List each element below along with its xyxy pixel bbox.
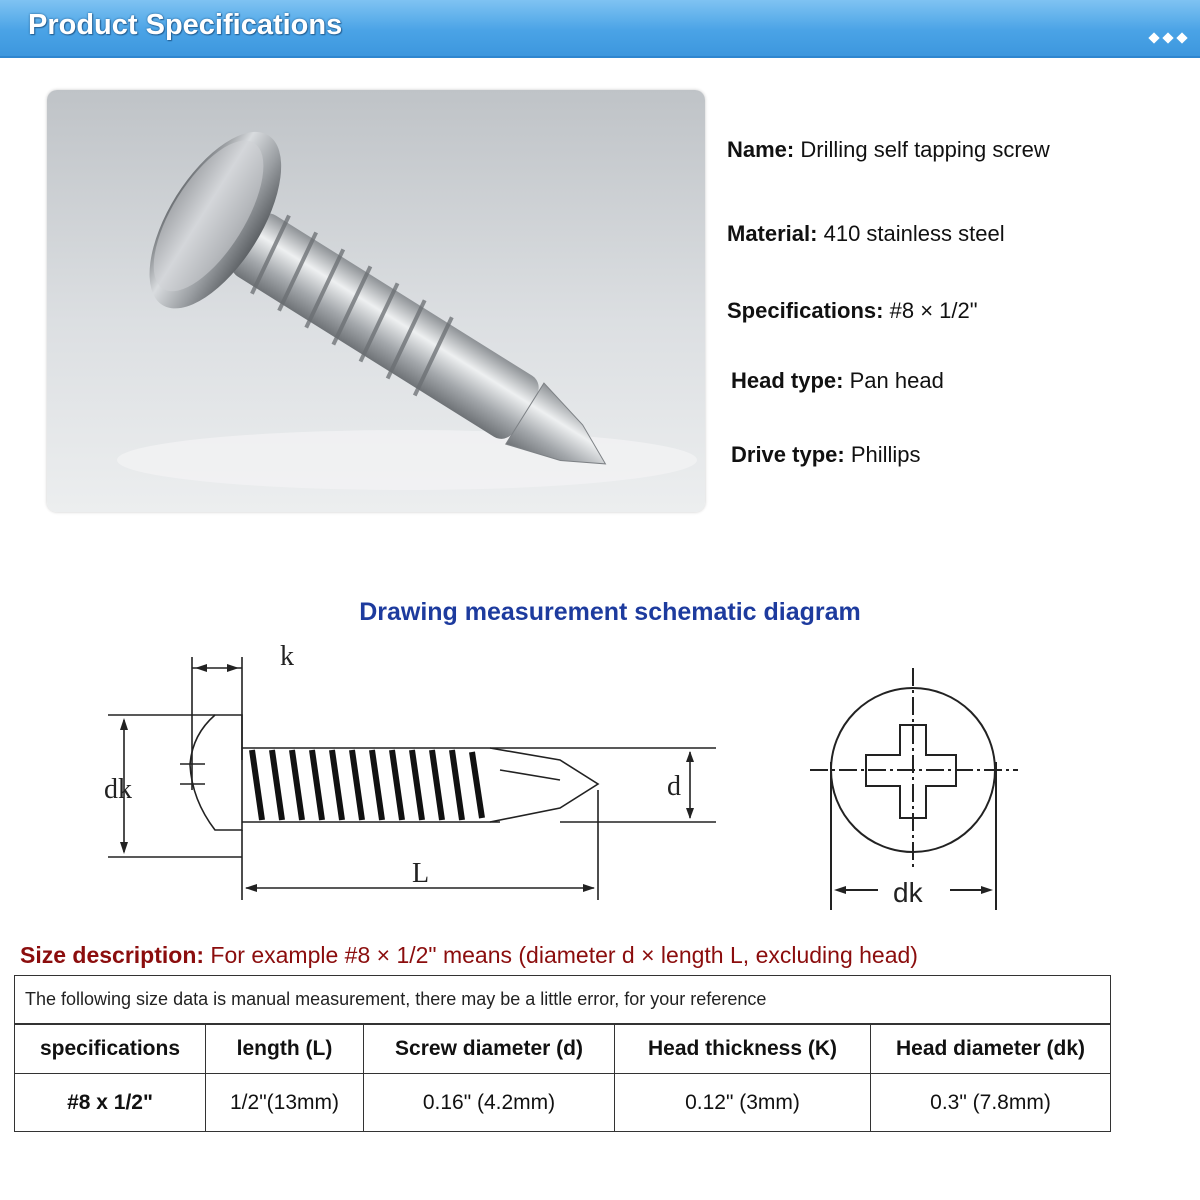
header-head-thickness: Head thickness (K) bbox=[615, 1024, 871, 1074]
cell-screw-diameter: 0.16" (4.2mm) bbox=[364, 1074, 615, 1132]
spec-material bbox=[727, 221, 1005, 247]
size-description bbox=[20, 942, 918, 969]
cell-head-thickness: 0.12" (3mm) bbox=[615, 1074, 871, 1132]
label-k: k bbox=[280, 641, 294, 672]
spec-label: Name: bbox=[727, 137, 795, 162]
header-screw-diameter: Screw diameter (d) bbox=[364, 1024, 615, 1074]
header-head-diameter: Head diameter (dk) bbox=[871, 1024, 1111, 1074]
label-dk-front: dk bbox=[893, 877, 923, 908]
spec-head-type bbox=[731, 368, 944, 394]
spec-value: Phillips bbox=[850, 442, 921, 467]
spec-value: #8 × 1/2" bbox=[889, 298, 978, 323]
header-bar bbox=[0, 0, 1200, 58]
spec-value: Drilling self tapping screw bbox=[800, 137, 1050, 162]
cell-length: 1/2"(13mm) bbox=[206, 1074, 364, 1132]
spec-label: Material: bbox=[727, 221, 818, 246]
label-dk: dk bbox=[104, 774, 132, 805]
product-photo bbox=[47, 90, 705, 512]
spec-label: Drive type: bbox=[731, 442, 845, 467]
header-diamonds bbox=[1150, 34, 1186, 42]
spec-value: 410 stainless steel bbox=[823, 221, 1005, 246]
header-specifications: specifications bbox=[15, 1024, 206, 1074]
spec-specifications bbox=[727, 298, 978, 324]
diagram-title: Drawing measurement schematic diagram bbox=[359, 598, 861, 626]
spec-name bbox=[727, 137, 1050, 163]
cell-specification: #8 x 1/2" bbox=[15, 1074, 206, 1132]
spec-label: Head type: bbox=[731, 368, 844, 393]
table-note: The following size data is manual measurement, there may be a little error, for your reference bbox=[15, 976, 1111, 1025]
table-row bbox=[15, 1074, 1111, 1132]
size-description-label: Size description: bbox=[20, 942, 205, 968]
header-length: length (L) bbox=[206, 1024, 364, 1074]
cell-head-diameter: 0.3" (7.8mm) bbox=[871, 1074, 1111, 1132]
size-table bbox=[14, 975, 1111, 1132]
spec-label: Specifications: bbox=[727, 298, 884, 323]
label-d: d bbox=[667, 771, 681, 802]
size-description-text: For example #8 × 1/2" means (diameter d × length L, excluding head) bbox=[204, 942, 918, 968]
screw-schematic-diagram bbox=[0, 640, 1200, 930]
spec-drive-type bbox=[731, 442, 921, 468]
page-title: Product Specifications bbox=[28, 9, 343, 41]
diamond-icon bbox=[1176, 32, 1187, 43]
diamond-icon bbox=[1148, 32, 1159, 43]
diamond-icon bbox=[1162, 32, 1173, 43]
table-header-row bbox=[15, 1024, 1111, 1074]
screw-photo-illustration bbox=[47, 90, 705, 512]
spec-value: Pan head bbox=[849, 368, 944, 393]
label-L: L bbox=[412, 858, 430, 889]
